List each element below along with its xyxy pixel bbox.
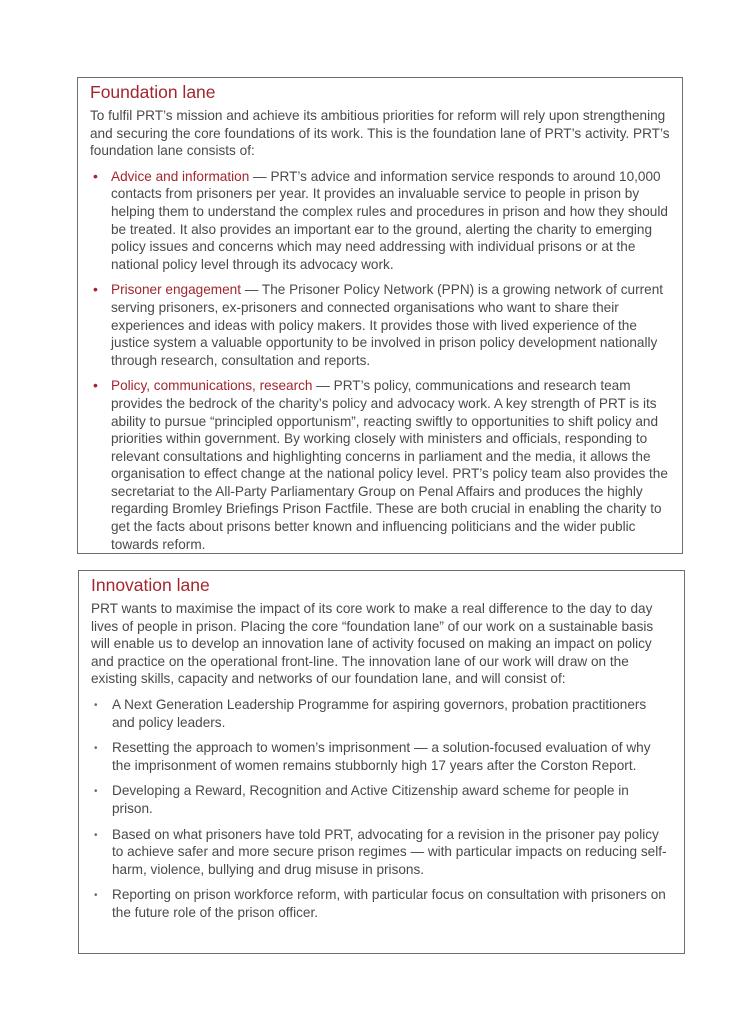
item-separator: — <box>249 168 271 184</box>
item-text: PRT’s advice and information service responds to around 10,000 contacts from prisoners per year. It provides an invaluable service to people in prison by helping them to understand the complex rules and procedures in prison and how they should be treated. It also provides an important ear to the ground, alerting the charity to emerging policy issues and concerns which may need addressing with individual prisons or at the national policy level through its advocacy work. <box>111 168 668 272</box>
item-text: PRT’s policy, communications and research team provides the bedrock of the charity’s policy and advocacy work. A key strength of PRT is its ability to pursue “principled opportunism”, reacting swiftly to opportunities to shift policy and priorities within government. By working closely with ministers and officials, responding to relevant consultations and highlighting concerns in parliament and the media, it allows the organisation to effect change at the national policy level. PRT’s policy team also provides the secretariat to the All-Party Parliamentary Group on Penal Affairs and produces the highly regarding Bromley Briefings Prison Factfile. These are both crucial in enabling the charity to get the facts about prisons better known and influencing politicians and the wider public towards reform. <box>111 378 668 552</box>
item-title: Advice and information <box>111 168 250 184</box>
bullet-icon: • <box>93 167 98 184</box>
bullet-icon: • <box>94 699 98 711</box>
item-text: Reporting on prison workforce reform, with particular focus on consultation with prisoners on the future role of the prison officer. <box>112 887 666 920</box>
innovation-lane-panel <box>78 570 685 954</box>
list-item <box>91 782 672 817</box>
bullet-icon: • <box>93 377 98 394</box>
bullet-icon: • <box>94 890 98 902</box>
item-text: Based on what prisoners have told PRT, advocating for a revision in the prisoner pay policy to achieve safer and more secure prison regimes — with particular impacts on reducing self-harm, violence, bullying and drug misuse in prisons. <box>112 826 667 877</box>
foundation-lane-intro: To fulfil PRT’s mission and achieve its ambitious priorities for reform will rely upon strengthening and securing the core foundations of its work. This is the foundation lane of PRT’s activity. PRT’s foundation lane consists of: <box>90 108 670 159</box>
list-item <box>91 886 672 921</box>
bullet-icon: • <box>94 743 98 755</box>
list-item <box>91 826 672 879</box>
innovation-lane-intro: PRT wants to maximise the impact of its core work to make a real difference to the day to day lives of people in prison. Placing the core “foundation lane” of our work on a sustainable basis will enable us to develop an innovation lane of activity focused on making an impact on policy and practice on the operational front-line. The innovation lane of our work will draw on the existing skills, capacity and networks of our foundation lane, and will consist of: <box>91 601 654 687</box>
list-item <box>90 377 670 553</box>
foundation-lane-panel <box>77 77 683 554</box>
list-item <box>90 168 670 274</box>
item-separator: — <box>312 378 334 394</box>
bullet-icon: • <box>93 281 98 298</box>
item-text: The Prisoner Policy Network (PPN) is a growing network of current serving prisoners, ex-prisoners and connected organisations who want to share their experiences and ideas with policy makers. It provides those with lived experience of the justice system a valuable opportunity to be involved in prison policy development nationally through research, consultation and reports. <box>111 282 664 368</box>
item-text: Developing a Reward, Recognition and Active Citizenship award scheme for people in prison. <box>112 783 629 816</box>
list-item <box>90 281 670 369</box>
bullet-icon: • <box>94 786 98 798</box>
bullet-icon: • <box>94 829 98 841</box>
list-item <box>91 739 672 774</box>
item-text: Resetting the approach to women’s imprisonment — a solution-focused evaluation of why the imprisonment of women remains stubbornly high 17 years after the Corston Report. <box>112 740 651 773</box>
foundation-lane-list <box>90 168 670 553</box>
innovation-lane-list <box>91 696 672 922</box>
innovation-lane-title: Innovation lane <box>91 575 210 595</box>
foundation-lane-title: Foundation lane <box>90 82 216 102</box>
item-text: A Next Generation Leadership Programme for aspiring governors, probation practitioners and policy leaders. <box>112 696 647 730</box>
item-title: Prisoner engagement <box>111 282 241 298</box>
list-item <box>91 696 672 731</box>
item-separator: — <box>240 282 262 298</box>
item-title: Policy, communications, research <box>111 378 313 394</box>
